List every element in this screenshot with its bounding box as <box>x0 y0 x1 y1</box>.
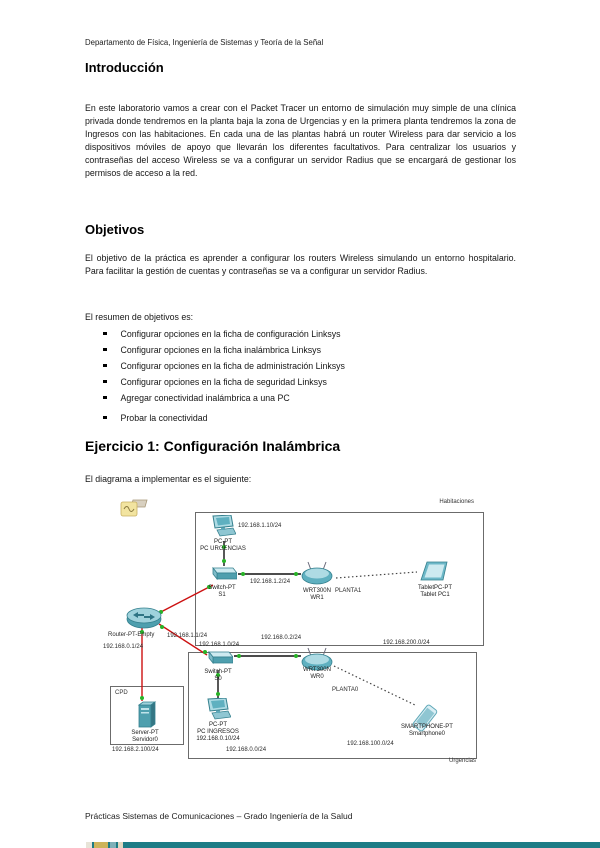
device-label-pc0: PC-PT PC INGRESOS <box>197 722 239 735</box>
list-item-label: Configurar opciones en la ficha de configuración Linksys <box>120 329 341 339</box>
area-label-planta1: PLANTA1 <box>335 588 362 594</box>
bullet-square-icon <box>103 332 107 336</box>
list-item <box>103 390 503 406</box>
list-item-label: Configurar opciones en la ficha de seguridad Linksys <box>120 377 327 387</box>
section-title-introduccion: Introducción <box>85 60 164 75</box>
intro-paragraph: En este laboratorio vamos a crear con el Packet Tracer un entorno de simulación muy simple de una clínica privada donde tendremos en la planta baja la zona de Urgencias y en la primera planta tendremos la zona de Ingresos con las habitaciones. En cada una de las plantas habrá un router Wireless para dar servicio a los dispositivos móviles de apoyo que llevarán los diferentes facultativos. Para centralizar los usuarios y contraseñas del acceso Wireless se va a configurar un servidor Radius que se encargará de gestionar los permisos de acceso a la red. <box>85 103 516 178</box>
bullet-square-icon <box>103 364 107 368</box>
bullet-square-icon <box>103 348 107 352</box>
list-item-label: Configurar opciones en la ficha de administración Linksys <box>120 361 345 371</box>
ip-label-s1-wr1: 192.168.1.2/24 <box>250 579 291 585</box>
net-label-net1: 192.168.1.0/24 <box>199 642 240 648</box>
next-page-strip <box>86 842 600 848</box>
device-label-tablet: TabletPC-PT Tablet PC1 <box>417 585 452 598</box>
pc-icon <box>205 698 231 722</box>
zone-label-urgencias: Urgencias <box>448 758 476 764</box>
ip-label-pc0: 192.168.0.10/24 <box>196 736 240 742</box>
page-header: Departamento de Física, Ingeniería de Sistemas y Teoría de la Señal <box>85 38 324 47</box>
objetivos-list <box>103 326 503 426</box>
device-label-switch1: Switch-PT S1 <box>208 585 236 598</box>
net-label-net200: 192.168.200.0/24 <box>383 640 430 646</box>
objetivos-paragraph: El objetivo de la práctica es aprender a configurar los routers Wireless simulando un entorno hospitalario. Para facilitar la gestión de cuentas y contraseñas se va a configurar un servidor Radius. <box>85 253 516 276</box>
list-item <box>103 326 503 342</box>
switch-icon <box>203 648 233 668</box>
device-label-wr0: WRT300N WR0 <box>303 667 331 680</box>
list-item-label: Agregar conectividad inalámbrica a una PC <box>120 393 290 403</box>
device-label-pc1: PC-PT PC URGENCIAS <box>200 539 246 552</box>
strip-fragment <box>94 842 108 848</box>
ip-label-server: 192.168.2.100/24 <box>112 747 159 753</box>
router-icon <box>125 606 163 630</box>
network-diagram <box>95 498 525 798</box>
page-footer: Prácticas Sistemas de Comunicaciones – Grado Ingeniería de la Salud <box>85 811 353 821</box>
device-label-smartphone: SMARTPHONE-PT Smartphone0 <box>401 724 453 737</box>
ip-label-wr0-wired: 192.168.0.2/24 <box>261 635 302 641</box>
wireless-router-icon <box>300 560 334 586</box>
list-item <box>103 342 503 358</box>
server-icon <box>133 700 157 730</box>
strip-fragment <box>86 842 92 848</box>
section-title-ejercicio1: Ejercicio 1: Configuración Inalámbrica <box>85 438 341 454</box>
list-item <box>103 358 503 374</box>
ip-label-router-s0: 192.168.0.1/24 <box>103 644 144 650</box>
area-label-planta0: PLANTA0 <box>332 687 359 693</box>
bullet-square-icon <box>103 396 107 400</box>
list-item <box>103 374 503 390</box>
bullet-square-icon <box>103 416 107 420</box>
tablet-icon <box>419 560 451 584</box>
zone-label-habitaciones: Habitaciones <box>395 499 475 505</box>
list-item-label: Probar la conectividad <box>120 413 208 423</box>
ip-label-router-s1: 192.168.1.1/24 <box>167 633 208 639</box>
net-label-net0: 192.168.0.0/24 <box>226 747 267 753</box>
objetivos-list-intro: El resumen de objetivos es: <box>85 312 194 322</box>
bullet-square-icon <box>103 380 107 384</box>
section-title-objetivos: Objetivos <box>85 222 145 237</box>
device-label-server: Server-PT Servidor0 <box>131 730 159 743</box>
pc-icon <box>210 515 236 539</box>
device-label-switch0: Switch-PT S0 <box>204 669 232 682</box>
ip-label-pc1: 192.168.1.10/24 <box>238 523 282 529</box>
strip-fragment <box>118 842 123 848</box>
strip-fragment <box>110 842 116 848</box>
switch-icon <box>207 564 237 584</box>
zone-label-cpd: CPD <box>115 690 128 696</box>
note-icon <box>119 498 149 518</box>
ejercicio-lead: El diagrama a implementar es el siguiente: <box>85 474 252 484</box>
device-label-wr1: WRT300N WR1 <box>303 588 331 601</box>
net-label-net100: 192.168.100.0/24 <box>347 741 394 747</box>
list-item <box>103 410 503 426</box>
device-label-router: Router-PT-Empty <box>108 632 155 638</box>
list-item-label: Configurar opciones en la ficha inalámbrica Linksys <box>120 345 321 355</box>
